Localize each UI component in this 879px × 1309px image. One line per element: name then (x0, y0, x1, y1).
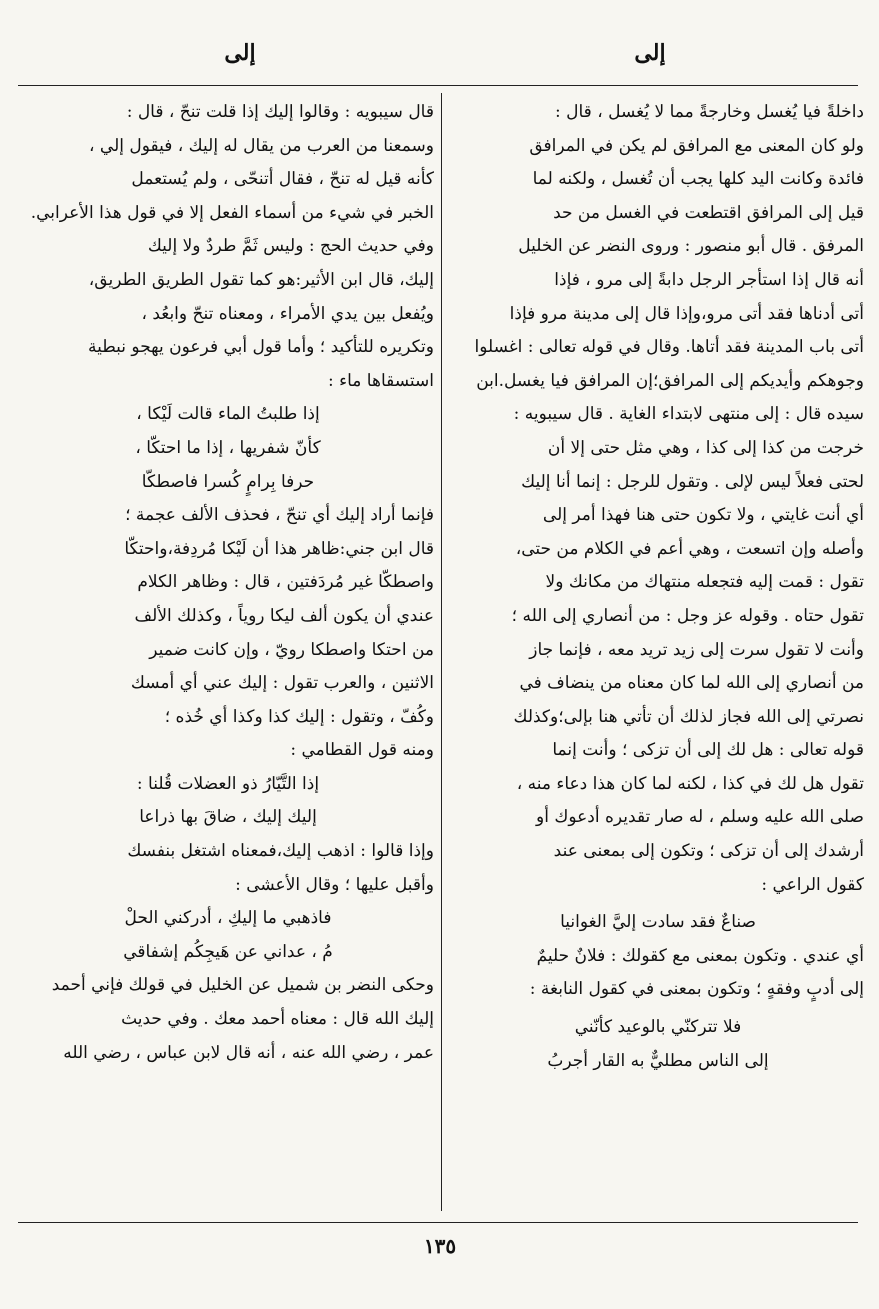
text-line: أي عندي . وتكون بمعنى مع كقولك : فلانٌ حليمٌ (536, 945, 864, 966)
verse-line: صناعٌ فقد سادت إليَّ الغوانيا (560, 912, 756, 933)
text-line: صلى الله عليه وسلم ، له صار تقديره أدعوك أو (536, 807, 864, 828)
text-line: إليك الله قال : معناه أحمد معك . وفي حديث (121, 1009, 434, 1030)
running-head-right: إلى (634, 40, 666, 66)
text-line: نصرتي إلى الله فجاز لذلك أن تأتي هنا بإلى؛وكذلك (513, 706, 864, 727)
text-line: من احتكا واصطكا رويّ ، وإن كانت ضمير (149, 639, 434, 660)
verse-line: إذا طلبتُ الماء قالت لَيْكا ، (136, 404, 320, 425)
verse-line: حرفا بِرامٍ كُسرا فاصطكّا (141, 471, 315, 492)
page-number: ١٣٥ (423, 1234, 457, 1258)
text-line: أي أنت غايتي ، ولا تكون حتى هنا فهذا أمر إلى (542, 505, 864, 526)
text-line: وأصله وإن اتسعت ، وهي أعم في الكلام من حتى، (515, 538, 864, 559)
text-line: كقول الراعي : (761, 874, 864, 895)
text-line: من أنصاري إلى الله لما كان معناه من ينضاف في (519, 673, 864, 694)
text-line: خرجت من كذا إلى كذا ، وهي مثل حتى إلا أن (547, 437, 864, 458)
column-separator (441, 93, 442, 1211)
text-line: وأنت لا تقول سرت إلى زيد تريد معه ، فإنما جاز (529, 639, 864, 660)
text-line: أنه قال إذا استأجر الرجل دابةً إلى مرو ، فإذا (554, 269, 864, 290)
text-line: وكُفّ ، وتقول : إليك كذا وكذا أي خُذه ؛ (164, 706, 434, 727)
text-line: كأنه قيل له تنحّ ، فقال أتنحّى ، ولم يُستعمل (131, 169, 434, 190)
text-line: عندي أن يكون ألف ليكا روياً ، وكذلك الألف (134, 605, 434, 626)
text-line: ولو كان المعنى مع المرافق لم يكن في المرافق (529, 135, 864, 156)
verse-line: فاذهبي ما إليكِ ، أدركني الحلْ (124, 908, 332, 929)
text-line: تقول هل لك في كذا ، لكنه لما كان هذا دعاء منه ، (516, 773, 864, 794)
verse-line: إلى الناس مطليٌّ به القار أجربُ (547, 1050, 769, 1071)
text-line: المرفق . قال أبو منصور : وروى النضر عن الخليل (518, 236, 864, 257)
verse-line: مُ ، عداني عن هَيجِكُم إشفاقي (123, 941, 333, 962)
text-line: وإذا قالوا : اذهب إليك،فمعناه اشتغل بنفسك (127, 841, 434, 862)
column-right (452, 96, 864, 1211)
verse-line: كأنّ شفريها ، إذا ما احتكّا ، (135, 437, 321, 458)
text-line: قوله تعالى : هل لك إلى أن تزكى ؛ وأنت إنما (552, 740, 864, 761)
top-rule (18, 85, 858, 86)
column-left (22, 96, 434, 1211)
text-line: لحتى فعلاً ليس لإلى . وتقول للرجل : إنما أنا إليك (521, 471, 864, 492)
text-line: تقول حتاه . وقوله عز وجل : من أنصاري إلى الله ؛ (511, 605, 864, 626)
verse-line: إليك إليك ، ضاقَ بها ذراعا (139, 807, 317, 828)
text-line: وأقبل عليها ؛ وقال الأعشى : (235, 874, 434, 895)
text-line: ويُفعل بين يدي الأمراء ، ومعناه تنحّ وابعُد ، (141, 303, 434, 324)
text-line: الاثنين ، والعرب تقول : إليك عني أي أمسك (130, 673, 434, 694)
verse-line: فلا تتركنّي بالوعيد كأنّني (574, 1017, 742, 1038)
text-line: وحكى النضر بن شميل عن الخليل في قولك فإني أحمد (51, 975, 434, 996)
text-line: وجوهكم وأيديكم إلى المرافق؛إن المرافق فيا يغسل.ابن (476, 370, 864, 391)
text-line: عمر ، رضي الله عنه ، أنه قال لابن عباس ، رضي الله (63, 1042, 434, 1063)
text-line: إلى أدبٍ وفقهٍ ؛ وتكون بمعنى في كقول النابغة : (529, 979, 864, 1000)
text-line: فإنما أراد إليك أي تنحّ ، فحذف الألف عجمة ؛ (125, 505, 434, 526)
text-line: وتكريره للتأكيد ؛ وأما قول أبي فرعون يهجو نبطية (87, 337, 434, 358)
text-line: إليك، قال ابن الأثير:هو كما تقول الطريق الطريق، (88, 269, 434, 290)
text-line: قيل إلى المرافق اقتطعت في الغسل من حد (553, 202, 864, 223)
text-line: أتى أدناها فقد أتى مرو،وإذا قال إلى مدينة مرو فإذا (509, 303, 864, 324)
text-line: قال سيبويه : وقالوا إليك إذا قلت تنحّ ، قال : (126, 102, 434, 122)
text-line: أتى باب المدينة فقد أتاها. وقال في قوله تعالى : اغسلوا (474, 337, 864, 358)
bottom-rule (18, 1222, 858, 1223)
text-line: سيده قال : إلى منتهى لابتداء الغاية . قال سيبويه : (513, 404, 864, 425)
text-line: ومنه قول القطامي : (290, 740, 434, 761)
text-line: تقول : قمت إليه فتجعله منتهاك من مكانك ولا (545, 572, 864, 593)
text-line: وفي حديث الحج : وليس ثَمَّ طردٌ ولا إليك (147, 236, 434, 257)
text-line: استسقاها ماء : (327, 370, 434, 391)
text-line: داخلةً فيا يُغسل وخارجةً مما لا يُغسل ، قال : (555, 102, 864, 122)
text-line: وسمعنا من العرب من يقال له إليك ، فيقول إلي ، (89, 135, 434, 156)
running-head-left: إلى (224, 40, 256, 66)
text-line: أرشدك إلى أن تزكى ؛ وتكون إلى بمعنى عند (553, 841, 864, 862)
text-line: فائدة وكانت اليد كلها يجب أن تُغسل ، ولكنه لما (532, 169, 864, 190)
text-line: واصطكّا غير مُردَفتين ، قال : وظاهر الكلام (137, 572, 434, 593)
verse-line: إذا التَّيّارُ ذو العضلات قُلنا : (136, 773, 320, 794)
text-line: الخبر في شيء من أسماء الفعل إلا في قول هذا الأعرابي. (30, 202, 434, 223)
text-line: قال ابن جني:ظاهر هذا أن لَيْكا مُردِفة،واحتكّا (124, 538, 434, 559)
